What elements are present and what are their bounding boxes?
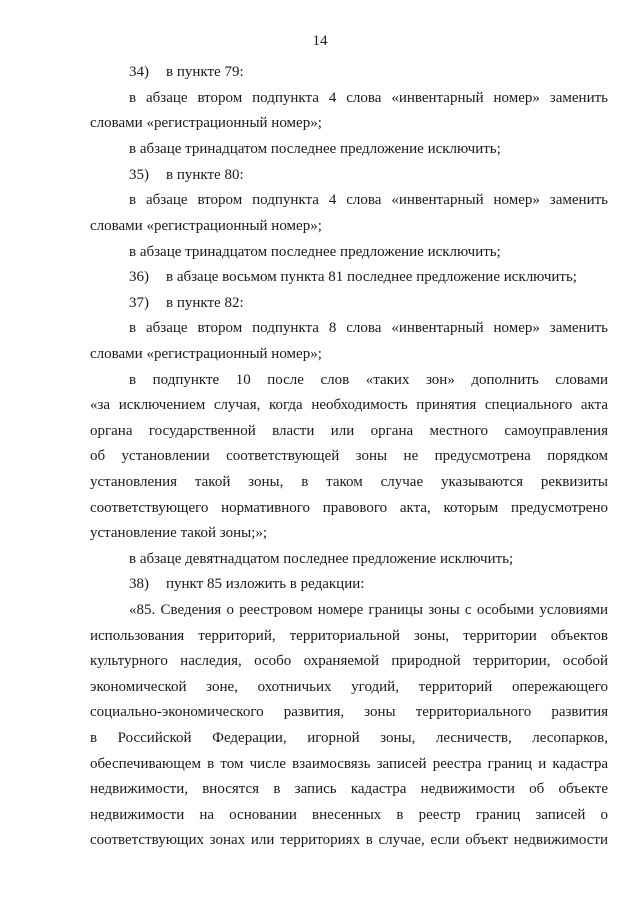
text-line: в абзаце втором подпункта 8 слова «инвентарный номер» заменить <box>129 320 608 336</box>
text-line: в абзаце тринадцатом последнее предложение исключить; <box>129 141 501 157</box>
text-line: «за исключением случая, когда необходимость принятия специального акта <box>90 397 608 413</box>
text-line: в Российской Федерации, игорной зоны, лесничеств, лесопарков, <box>90 730 608 746</box>
item-number: 36) <box>129 269 149 285</box>
item-number: 35) <box>129 167 149 183</box>
page-number: 14 <box>312 33 328 49</box>
text-line: соответствующих зонах или территориях в случае, если объект недвижимости <box>90 832 608 848</box>
item-text: в пункте 82: <box>166 295 244 311</box>
text-line: об установлении соответствующей зоны не предусмотрена порядком <box>90 448 608 464</box>
item-text: в абзаце восьмом пункта 81 последнее предложение исключить; <box>166 269 577 285</box>
item-36-heading <box>129 267 577 287</box>
text-line: недвижимости на основании внесенных в реестр границ записей о <box>90 807 608 823</box>
text-line: социально-экономического развития, зоны территориального развития <box>90 704 608 720</box>
text-line: словами «регистрационный номер»; <box>90 218 322 234</box>
item-number: 37) <box>129 295 149 311</box>
text-line: органа государственной власти или органа местного самоуправления <box>90 423 608 439</box>
text-line: экономической зоне, охотничьих угодий, территорий опережающего <box>90 679 608 695</box>
text-line: «85. Сведения о реестровом номере границы зоны с особыми условиями <box>129 602 608 618</box>
item-35-heading <box>129 165 244 185</box>
text-line: обеспечивающем в том числе взаимосвязь записей реестра границ и кадастра <box>90 756 608 772</box>
text-line: недвижимости, вносятся в запись кадастра недвижимости об объекте <box>90 781 608 797</box>
item-number: 38) <box>129 576 149 592</box>
item-37-heading <box>129 293 244 313</box>
text-line: соответствующего нормативного правового акта, которым предусмотрено <box>90 500 608 516</box>
item-38-heading <box>129 574 364 594</box>
text-line: словами «регистрационный номер»; <box>90 346 322 362</box>
item-text: в пункте 79: <box>166 64 244 80</box>
text-line: использования территорий, территориальной зоны, территории объектов <box>90 628 608 644</box>
text-line: словами «регистрационный номер»; <box>90 115 322 131</box>
text-line: в абзаце девятнадцатом последнее предложение исключить; <box>129 551 514 567</box>
text-line: в абзаце втором подпункта 4 слова «инвентарный номер» заменить <box>129 90 608 106</box>
item-text: пункт 85 изложить в редакции: <box>166 576 365 592</box>
text-line: в абзаце тринадцатом последнее предложение исключить; <box>129 244 501 260</box>
item-text: в пункте 80: <box>166 167 244 183</box>
text-line: установление такой зоны;»; <box>90 525 268 541</box>
text-line: установления такой зоны, в таком случае указываются реквизиты <box>90 474 608 490</box>
text-line: в абзаце втором подпункта 4 слова «инвентарный номер» заменить <box>129 192 608 208</box>
text-line: культурного наследия, особо охраняемой природной территории, особой <box>90 653 608 669</box>
item-number: 34) <box>129 64 149 80</box>
item-34-heading <box>129 62 244 82</box>
text-line: в подпункте 10 после слов «таких зон» дополнить словами <box>129 372 608 388</box>
